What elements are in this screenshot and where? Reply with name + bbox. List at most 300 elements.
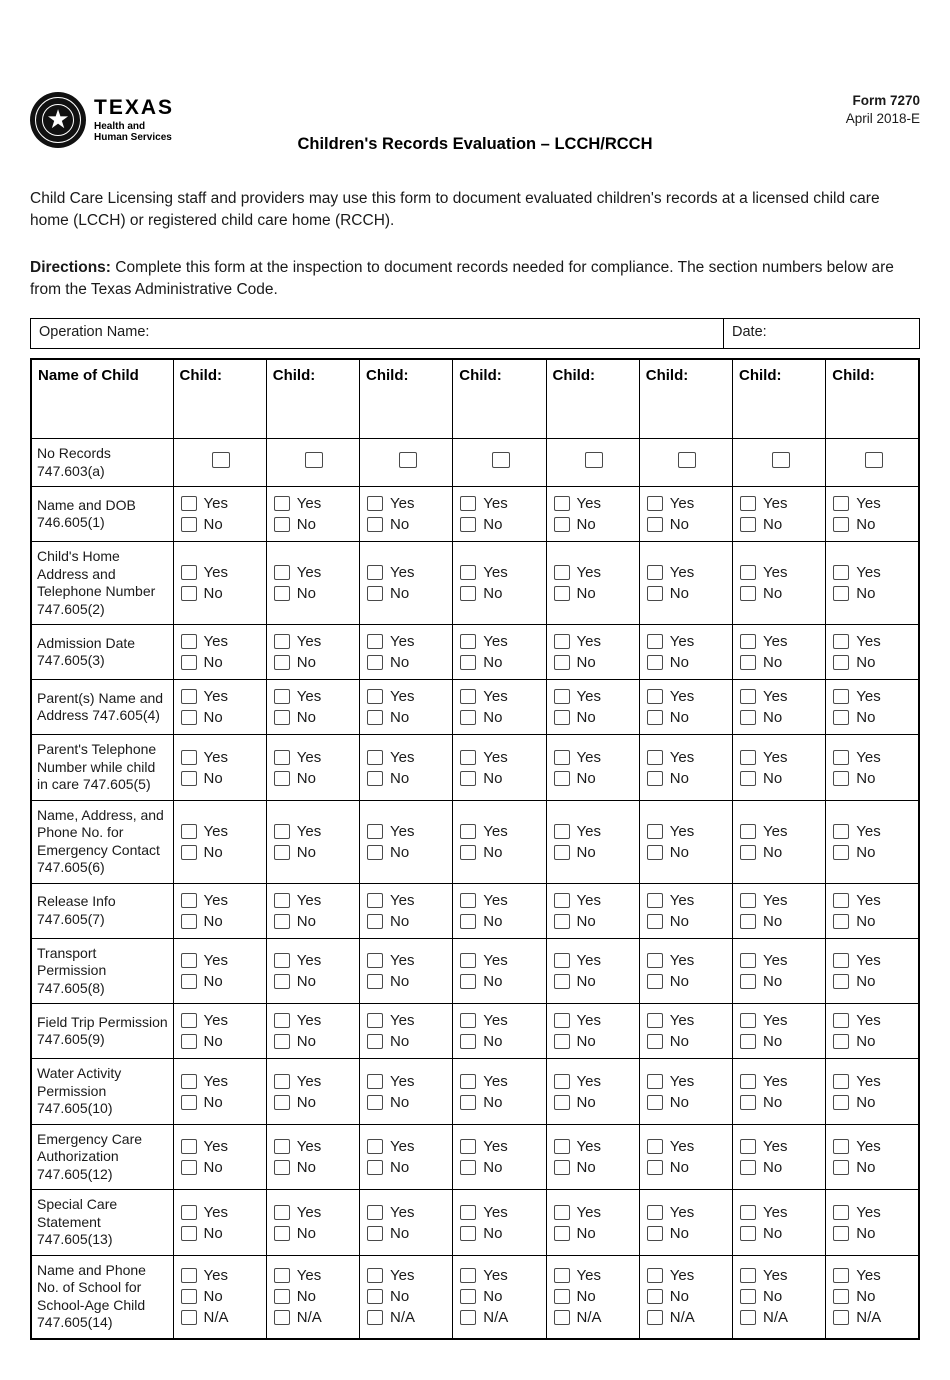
no-checkbox[interactable] (833, 1095, 849, 1110)
yes-checkbox[interactable] (181, 953, 197, 968)
no-checkbox[interactable] (740, 710, 756, 725)
yes-checkbox[interactable] (554, 1074, 570, 1089)
record-cell (266, 1124, 359, 1190)
header-child-2[interactable]: Child: (266, 359, 359, 439)
no-checkbox[interactable] (647, 845, 663, 860)
na-checkbox[interactable] (460, 1310, 476, 1325)
yes-checkbox[interactable] (740, 1205, 756, 1220)
option-no (181, 1225, 262, 1242)
yes-checkbox[interactable] (460, 893, 476, 908)
option-label: No (390, 654, 410, 672)
yes-checkbox[interactable] (647, 750, 663, 765)
no-checkbox[interactable] (554, 1095, 570, 1110)
yes-checkbox[interactable] (460, 1139, 476, 1154)
no-checkbox[interactable] (647, 1160, 663, 1175)
yes-checkbox[interactable] (274, 689, 290, 704)
no-checkbox[interactable] (367, 1289, 383, 1304)
no-checkbox[interactable] (833, 845, 849, 860)
yes-checkbox[interactable] (367, 496, 383, 511)
no-checkbox[interactable] (460, 914, 476, 929)
no-checkbox[interactable] (460, 974, 476, 989)
yes-checkbox[interactable] (647, 893, 663, 908)
no-checkbox[interactable] (740, 1034, 756, 1049)
no-checkbox[interactable] (274, 845, 290, 860)
no-checkbox[interactable] (833, 1226, 849, 1241)
no-checkbox[interactable] (460, 517, 476, 532)
option-yes (274, 892, 355, 909)
option-label: Yes (296, 1072, 322, 1090)
yes-checkbox[interactable] (647, 1074, 663, 1089)
yes-checkbox[interactable] (460, 750, 476, 765)
no-records-checkbox[interactable] (212, 452, 230, 468)
no-checkbox[interactable] (554, 845, 570, 860)
yes-checkbox[interactable] (367, 953, 383, 968)
no-checkbox[interactable] (367, 517, 383, 532)
option-label: No (203, 1159, 223, 1177)
no-checkbox[interactable] (274, 1095, 290, 1110)
yes-checkbox[interactable] (647, 689, 663, 704)
record-cell (639, 1004, 732, 1059)
yes-checkbox[interactable] (181, 750, 197, 765)
no-checkbox[interactable] (460, 1034, 476, 1049)
no-checkbox[interactable] (367, 1226, 383, 1241)
yes-checkbox[interactable] (740, 689, 756, 704)
yes-checkbox[interactable] (740, 565, 756, 580)
no-records-checkbox[interactable] (492, 452, 510, 468)
header-child-5[interactable]: Child: (546, 359, 639, 439)
record-cell (360, 487, 453, 542)
no-checkbox[interactable] (740, 1095, 756, 1110)
no-checkbox[interactable] (274, 1160, 290, 1175)
option-label: No (390, 843, 410, 861)
yes-checkbox[interactable] (367, 1013, 383, 1028)
yes-checkbox[interactable] (367, 689, 383, 704)
no-checkbox[interactable] (460, 655, 476, 670)
yes-checkbox[interactable] (554, 893, 570, 908)
yes-checkbox[interactable] (460, 496, 476, 511)
record-cell (826, 1004, 919, 1059)
yes-checkbox[interactable] (274, 1268, 290, 1283)
option-yes (833, 952, 914, 969)
option-yes (274, 1267, 355, 1284)
yes-checkbox[interactable] (833, 750, 849, 765)
record-cell (639, 487, 732, 542)
yes-checkbox[interactable] (833, 953, 849, 968)
yes-checkbox[interactable] (833, 1205, 849, 1220)
yes-checkbox[interactable] (274, 565, 290, 580)
yes-checkbox[interactable] (833, 689, 849, 704)
option-yes (274, 823, 355, 840)
yes-checkbox[interactable] (274, 824, 290, 839)
yes-checkbox[interactable] (274, 496, 290, 511)
header-child-3[interactable]: Child: (360, 359, 453, 439)
na-checkbox[interactable] (647, 1310, 663, 1325)
yes-checkbox[interactable] (554, 1013, 570, 1028)
no-checkbox[interactable] (647, 655, 663, 670)
no-checkbox[interactable] (181, 974, 197, 989)
na-checkbox[interactable] (833, 1310, 849, 1325)
yes-checkbox[interactable] (274, 1139, 290, 1154)
no-checkbox[interactable] (833, 517, 849, 532)
no-checkbox[interactable] (647, 1289, 663, 1304)
yes-checkbox[interactable] (833, 824, 849, 839)
yes-checkbox[interactable] (647, 1013, 663, 1028)
option-no (554, 516, 635, 533)
option-yes (274, 1138, 355, 1155)
option-no (647, 973, 728, 990)
option-yes (833, 1073, 914, 1090)
na-checkbox[interactable] (740, 1310, 756, 1325)
no-checkbox[interactable] (833, 1160, 849, 1175)
option-no (181, 1033, 262, 1050)
no-checkbox[interactable] (647, 586, 663, 601)
yes-checkbox[interactable] (833, 496, 849, 511)
yes-checkbox[interactable] (460, 824, 476, 839)
option-no (181, 709, 262, 726)
no-checkbox[interactable] (833, 914, 849, 929)
yes-checkbox[interactable] (647, 1268, 663, 1283)
yes-checkbox[interactable] (554, 1268, 570, 1283)
option-label: No (669, 769, 689, 787)
option-yes (460, 1073, 541, 1090)
yes-checkbox[interactable] (647, 496, 663, 511)
yes-checkbox[interactable] (740, 1074, 756, 1089)
no-checkbox[interactable] (181, 845, 197, 860)
no-checkbox[interactable] (274, 974, 290, 989)
no-checkbox[interactable] (740, 1226, 756, 1241)
yes-checkbox[interactable] (833, 634, 849, 649)
no-checkbox[interactable] (833, 771, 849, 786)
header-child-7[interactable]: Child: (733, 359, 826, 439)
yes-checkbox[interactable] (274, 1074, 290, 1089)
option-yes (554, 495, 635, 512)
no-checkbox[interactable] (181, 1034, 197, 1049)
no-checkbox[interactable] (181, 586, 197, 601)
no-checkbox[interactable] (367, 1034, 383, 1049)
header-child-6[interactable]: Child: (639, 359, 732, 439)
option-yes (460, 1267, 541, 1284)
record-cell (639, 1124, 732, 1190)
yes-checkbox[interactable] (554, 565, 570, 580)
option-label: Yes (856, 688, 881, 706)
no-records-checkbox[interactable] (305, 452, 323, 468)
option-label: No (763, 973, 783, 991)
no-checkbox[interactable] (554, 1226, 570, 1241)
yes-checkbox[interactable] (647, 1139, 663, 1154)
no-checkbox[interactable] (274, 914, 290, 929)
yes-checkbox[interactable] (740, 750, 756, 765)
yes-checkbox[interactable] (274, 750, 290, 765)
yes-checkbox[interactable] (181, 1139, 197, 1154)
option-yes (554, 1138, 635, 1155)
no-records-checkbox[interactable] (585, 452, 603, 468)
yes-checkbox[interactable] (740, 1139, 756, 1154)
no-checkbox[interactable] (274, 586, 290, 601)
option-yes (181, 892, 262, 909)
no-checkbox[interactable] (274, 771, 290, 786)
yes-checkbox[interactable] (181, 893, 197, 908)
no-checkbox[interactable] (554, 710, 570, 725)
no-checkbox[interactable] (367, 710, 383, 725)
yes-checkbox[interactable] (460, 953, 476, 968)
option-yes (647, 749, 728, 766)
na-checkbox[interactable] (367, 1310, 383, 1325)
no-checkbox[interactable] (460, 710, 476, 725)
record-cell (639, 439, 732, 487)
no-checkbox[interactable] (274, 1289, 290, 1304)
na-checkbox[interactable] (181, 1310, 197, 1325)
no-checkbox[interactable] (367, 845, 383, 860)
no-checkbox[interactable] (740, 586, 756, 601)
no-checkbox[interactable] (647, 771, 663, 786)
option-yes (833, 892, 914, 909)
header-child-1[interactable]: Child: (173, 359, 266, 439)
no-checkbox[interactable] (274, 710, 290, 725)
yes-checkbox[interactable] (274, 953, 290, 968)
no-checkbox[interactable] (181, 1289, 197, 1304)
yes-checkbox[interactable] (367, 1205, 383, 1220)
no-checkbox[interactable] (367, 655, 383, 670)
record-cell (266, 1004, 359, 1059)
option-yes (367, 688, 448, 705)
yes-checkbox[interactable] (274, 1013, 290, 1028)
na-checkbox[interactable] (554, 1310, 570, 1325)
no-checkbox[interactable] (740, 845, 756, 860)
option-label: Yes (669, 891, 695, 909)
no-checkbox[interactable] (740, 771, 756, 786)
yes-checkbox[interactable] (367, 1268, 383, 1283)
no-checkbox[interactable] (554, 974, 570, 989)
yes-checkbox[interactable] (554, 824, 570, 839)
yes-checkbox[interactable] (181, 1268, 197, 1283)
yes-checkbox[interactable] (181, 689, 197, 704)
yes-checkbox[interactable] (367, 750, 383, 765)
yes-checkbox[interactable] (833, 565, 849, 580)
no-checkbox[interactable] (833, 655, 849, 670)
yes-checkbox[interactable] (647, 565, 663, 580)
no-checkbox[interactable] (460, 1226, 476, 1241)
no-records-checkbox[interactable] (399, 452, 417, 468)
no-checkbox[interactable] (181, 914, 197, 929)
no-checkbox[interactable] (647, 1034, 663, 1049)
no-checkbox[interactable] (740, 1160, 756, 1175)
record-cell (453, 1255, 546, 1339)
no-checkbox[interactable] (367, 771, 383, 786)
no-checkbox[interactable] (367, 1095, 383, 1110)
yes-checkbox[interactable] (181, 1013, 197, 1028)
no-checkbox[interactable] (554, 586, 570, 601)
header-child-4[interactable]: Child: (453, 359, 546, 439)
option-label: No (669, 1288, 689, 1306)
yes-checkbox[interactable] (181, 634, 197, 649)
yes-checkbox[interactable] (181, 565, 197, 580)
no-checkbox[interactable] (647, 710, 663, 725)
no-records-checkbox[interactable] (678, 452, 696, 468)
no-checkbox[interactable] (833, 586, 849, 601)
yes-checkbox[interactable] (554, 689, 570, 704)
no-records-checkbox[interactable] (772, 452, 790, 468)
no-checkbox[interactable] (460, 1095, 476, 1110)
yes-checkbox[interactable] (367, 1074, 383, 1089)
yes-checkbox[interactable] (274, 634, 290, 649)
record-cell (360, 1004, 453, 1059)
no-checkbox[interactable] (554, 1289, 570, 1304)
no-checkbox[interactable] (647, 914, 663, 929)
no-checkbox[interactable] (181, 655, 197, 670)
record-cell (639, 1255, 732, 1339)
yes-checkbox[interactable] (740, 496, 756, 511)
no-checkbox[interactable] (460, 771, 476, 786)
no-checkbox[interactable] (367, 914, 383, 929)
option-label: Yes (763, 1267, 788, 1285)
no-checkbox[interactable] (460, 586, 476, 601)
yes-checkbox[interactable] (647, 953, 663, 968)
yes-checkbox[interactable] (740, 953, 756, 968)
na-checkbox[interactable] (274, 1310, 290, 1325)
option-yes (833, 495, 914, 512)
yes-checkbox[interactable] (740, 634, 756, 649)
no-checkbox[interactable] (554, 517, 570, 532)
yes-checkbox[interactable] (833, 1013, 849, 1028)
no-checkbox[interactable] (460, 1160, 476, 1175)
no-checkbox[interactable] (367, 586, 383, 601)
yes-checkbox[interactable] (460, 1205, 476, 1220)
yes-checkbox[interactable] (554, 634, 570, 649)
option-yes (274, 495, 355, 512)
no-checkbox[interactable] (833, 1034, 849, 1049)
yes-checkbox[interactable] (367, 565, 383, 580)
yes-checkbox[interactable] (460, 634, 476, 649)
no-checkbox[interactable] (181, 710, 197, 725)
option-no (367, 973, 448, 990)
no-checkbox[interactable] (554, 1034, 570, 1049)
yes-checkbox[interactable] (833, 893, 849, 908)
option-no (274, 1094, 355, 1111)
no-checkbox[interactable] (740, 517, 756, 532)
table-row (31, 1255, 919, 1339)
yes-checkbox[interactable] (554, 750, 570, 765)
header-child-8[interactable]: Child: (826, 359, 919, 439)
option-label: Yes (296, 891, 322, 909)
option-label: No (390, 1224, 410, 1242)
no-checkbox[interactable] (740, 974, 756, 989)
yes-checkbox[interactable] (460, 689, 476, 704)
yes-checkbox[interactable] (647, 634, 663, 649)
no-checkbox[interactable] (554, 1160, 570, 1175)
yes-checkbox[interactable] (740, 1268, 756, 1283)
yes-checkbox[interactable] (740, 824, 756, 839)
no-checkbox[interactable] (181, 771, 197, 786)
option-na (554, 1309, 635, 1326)
yes-checkbox[interactable] (181, 1074, 197, 1089)
yes-checkbox[interactable] (554, 496, 570, 511)
yes-checkbox[interactable] (181, 824, 197, 839)
option-no (181, 844, 262, 861)
yes-checkbox[interactable] (367, 1139, 383, 1154)
no-checkbox[interactable] (274, 1226, 290, 1241)
option-yes (274, 1012, 355, 1029)
date-field[interactable] (723, 319, 919, 348)
option-no (833, 585, 914, 602)
no-checkbox[interactable] (181, 1226, 197, 1241)
record-cell (546, 1059, 639, 1125)
no-checkbox[interactable] (647, 1226, 663, 1241)
no-checkbox[interactable] (833, 710, 849, 725)
record-cell (826, 1255, 919, 1339)
yes-checkbox[interactable] (460, 1074, 476, 1089)
no-checkbox[interactable] (740, 914, 756, 929)
yes-checkbox[interactable] (367, 893, 383, 908)
yes-checkbox[interactable] (833, 1074, 849, 1089)
yes-checkbox[interactable] (460, 1013, 476, 1028)
no-checkbox[interactable] (833, 1289, 849, 1304)
record-cell (453, 883, 546, 938)
record-cell (826, 883, 919, 938)
yes-checkbox[interactable] (554, 1139, 570, 1154)
yes-checkbox[interactable] (367, 634, 383, 649)
yes-checkbox[interactable] (554, 1205, 570, 1220)
operation-name-field[interactable] (31, 319, 723, 348)
yes-checkbox[interactable] (554, 953, 570, 968)
option-no (554, 844, 635, 861)
no-checkbox[interactable] (460, 1289, 476, 1304)
no-checkbox[interactable] (274, 655, 290, 670)
no-checkbox[interactable] (554, 655, 570, 670)
no-checkbox[interactable] (181, 1095, 197, 1110)
no-checkbox[interactable] (367, 974, 383, 989)
no-checkbox[interactable] (181, 1160, 197, 1175)
no-checkbox[interactable] (554, 914, 570, 929)
no-records-checkbox[interactable] (865, 452, 883, 468)
yes-checkbox[interactable] (833, 1268, 849, 1283)
no-checkbox[interactable] (274, 517, 290, 532)
option-yes (740, 952, 821, 969)
yes-checkbox[interactable] (367, 824, 383, 839)
yes-checkbox[interactable] (740, 1013, 756, 1028)
no-checkbox[interactable] (833, 974, 849, 989)
yes-checkbox[interactable] (181, 496, 197, 511)
no-checkbox[interactable] (554, 771, 570, 786)
no-checkbox[interactable] (274, 1034, 290, 1049)
yes-checkbox[interactable] (740, 893, 756, 908)
no-checkbox[interactable] (647, 517, 663, 532)
record-cell (733, 800, 826, 883)
no-checkbox[interactable] (740, 1289, 756, 1304)
option-no (647, 1033, 728, 1050)
yes-checkbox[interactable] (460, 565, 476, 580)
yes-checkbox[interactable] (274, 1205, 290, 1220)
yes-checkbox[interactable] (460, 1268, 476, 1283)
no-checkbox[interactable] (647, 974, 663, 989)
option-label: Yes (856, 1072, 881, 1090)
record-cell (453, 542, 546, 625)
no-checkbox[interactable] (367, 1160, 383, 1175)
option-label: No (296, 769, 316, 787)
no-checkbox[interactable] (740, 655, 756, 670)
yes-checkbox[interactable] (833, 1139, 849, 1154)
option-label: Yes (856, 1203, 881, 1221)
option-no (181, 654, 262, 671)
yes-checkbox[interactable] (274, 893, 290, 908)
no-checkbox[interactable] (181, 517, 197, 532)
yes-checkbox[interactable] (647, 1205, 663, 1220)
no-checkbox[interactable] (647, 1095, 663, 1110)
yes-checkbox[interactable] (181, 1205, 197, 1220)
option-no (554, 1225, 635, 1242)
option-label: No (483, 709, 503, 727)
yes-checkbox[interactable] (647, 824, 663, 839)
no-checkbox[interactable] (460, 845, 476, 860)
